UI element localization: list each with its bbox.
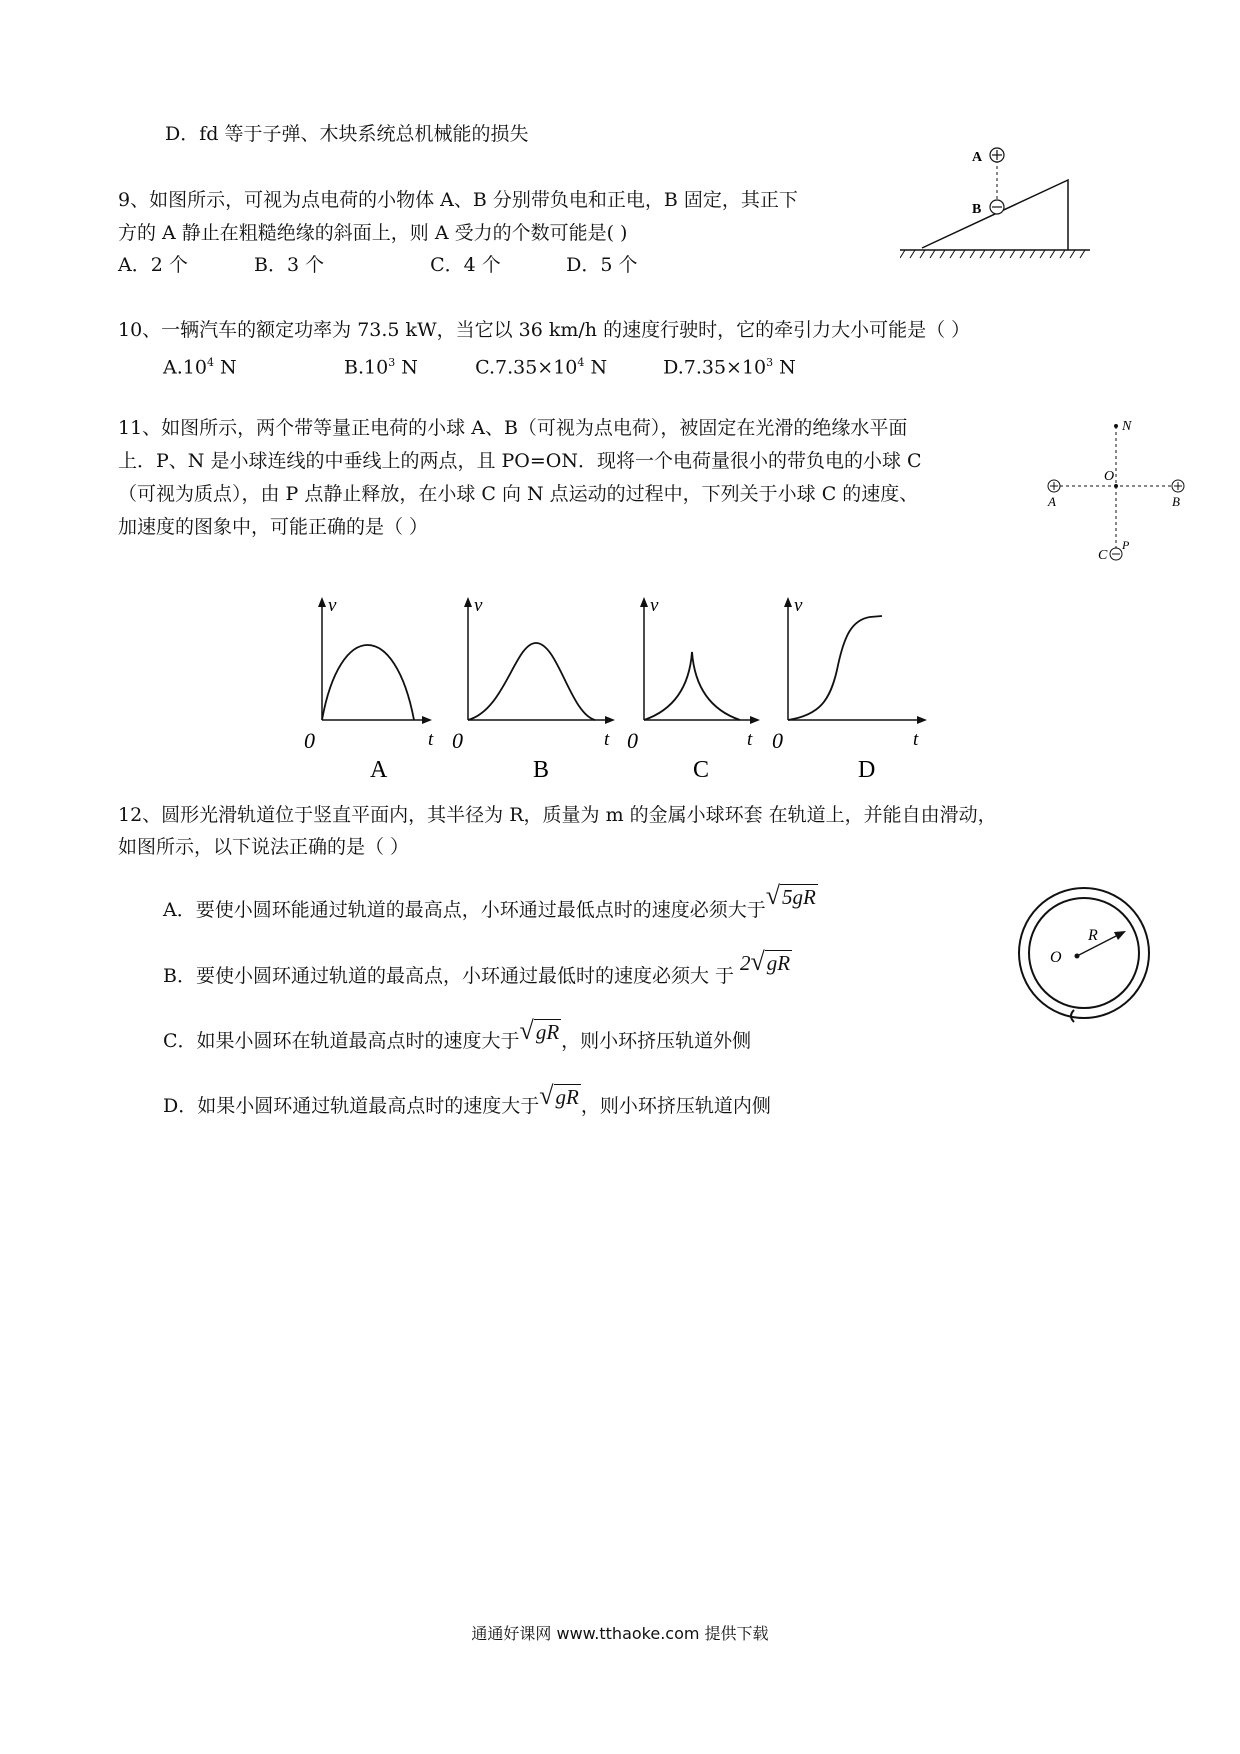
q9-line-1: 9、如图所示，可视为点电荷的小物体 A、B 分别带负电和正电，B 固定，其正下 xyxy=(118,189,798,211)
q11-label-a: A xyxy=(1048,494,1056,509)
graph-d xyxy=(772,595,927,783)
svg-text:t: t xyxy=(428,729,434,750)
q12-option-a: A．要使小圆环能通过轨道的最高点，小环通过最低点时的速度必须大于√5gR xyxy=(163,881,816,921)
q12-line-1: 12、圆形光滑轨道位于竖直平面内，其半径为 R，质量为 m 的金属小球环套 在轨道上，并能自由滑动， xyxy=(118,804,997,826)
svg-text:0: 0 xyxy=(304,728,315,753)
svg-text:t: t xyxy=(747,729,753,750)
q11-velocity-graphs xyxy=(300,595,950,785)
q11-label-b: B xyxy=(1172,494,1180,509)
q12-circular-track-figure xyxy=(1010,880,1160,1030)
q10-option-d: $D.7.35\times 10^3$ N xyxy=(663,356,796,379)
q11-label-o: O xyxy=(1104,469,1115,484)
q12-label-r: R xyxy=(1088,927,1098,944)
svg-text:0: 0 xyxy=(452,728,463,753)
svg-text:t: t xyxy=(604,729,610,750)
graph-a-letter: A xyxy=(370,757,388,783)
svg-text:v: v xyxy=(650,595,659,616)
graph-c xyxy=(627,595,760,783)
graph-c-letter: C xyxy=(693,757,710,783)
q9-label-a: A xyxy=(972,150,983,165)
q9-option-a: A．2 个 xyxy=(118,254,188,276)
q9-option-d: D．5 个 xyxy=(566,254,638,276)
q12-option-b: B．要使小圆环通过轨道的最高点，小环通过最低时的速度必须大 于2√gR xyxy=(163,947,791,987)
svg-text:t: t xyxy=(913,729,919,750)
q12-option-d: D．如果小圆环通过轨道最高点时的速度大于√gR ，则小环挤压轨道内侧 xyxy=(163,1081,771,1117)
svg-text:v: v xyxy=(474,595,483,616)
q9-options xyxy=(118,252,678,278)
q10-option-c: $C.7.35\times 10^4$ N xyxy=(475,356,608,379)
q10-line-1: 10、一辆汽车的额定功率为 73.5 kW，当它以 36 km/h 的速度行驶时，它的牵引力大小可能是（ ） xyxy=(118,319,971,341)
q11-label-p: P xyxy=(1122,538,1130,552)
q12-line-2: 如图所示，以下说法正确的是（ ） xyxy=(118,836,410,858)
q9-label-b: B xyxy=(972,202,982,217)
q11-line-4: 加速度的图象中，可能正确的是（ ） xyxy=(118,516,429,538)
q11-line-3: （可视为质点），由 P 点静止释放，在小球 C 向 N 点运动的过程中，下列关于小球 C 的速度、 xyxy=(118,483,919,505)
q10-options xyxy=(163,350,843,380)
q9-incline-figure xyxy=(900,140,1100,265)
graph-d-letter: D xyxy=(858,757,876,783)
q11-line-1: 11、如图所示，两个带等量正电荷的小球 A、B（可视为点电荷），被固定在光滑的绝缘水平面 xyxy=(118,417,908,439)
q10-option-b: $B.10^3$ N xyxy=(344,356,418,379)
q9-option-c: C．4 个 xyxy=(430,254,501,276)
svg-text:0: 0 xyxy=(772,728,783,753)
svg-text:v: v xyxy=(328,595,337,616)
q12-option-d-formula: √gR xyxy=(539,1081,579,1110)
svg-text:v: v xyxy=(794,595,803,616)
page-footer: 通通好课网 www.tthaoke.com 提供下载 xyxy=(471,1624,769,1643)
q12-label-o: O xyxy=(1050,949,1062,966)
q11-line-2: 上．P、N 是小球连线的中垂线上的两点，且 PO=ON．现将一个电荷量很小的带负电的小球 C xyxy=(118,450,922,472)
q8-option-d: D．fd 等于子弹、木块系统总机械能的损失 xyxy=(165,123,529,145)
q11-label-n: N xyxy=(1122,419,1132,434)
graph-b-letter: B xyxy=(533,757,550,783)
graph-a xyxy=(304,595,434,783)
q9-line-2: 方的 A 静止在粗糙绝缘的斜面上，则 A 受力的个数可能是( ) xyxy=(118,222,628,244)
q11-label-c: C xyxy=(1098,548,1108,563)
q10-option-a: $A.10^4$ N xyxy=(163,356,237,379)
q12-option-c-formula: √gR xyxy=(519,1016,560,1045)
graph-b xyxy=(452,595,615,783)
q11-charge-figure xyxy=(1040,408,1190,568)
svg-text:0: 0 xyxy=(627,728,638,753)
q12-option-a-formula: √5gR xyxy=(765,881,816,910)
q12-option-c: C．如果小圆环在轨道最高点时的速度大于√gR ，则小环挤压轨道外侧 xyxy=(163,1016,752,1052)
q12-option-b-formula: 2√gR xyxy=(740,947,791,976)
q9-option-b: B．3 个 xyxy=(254,254,325,276)
